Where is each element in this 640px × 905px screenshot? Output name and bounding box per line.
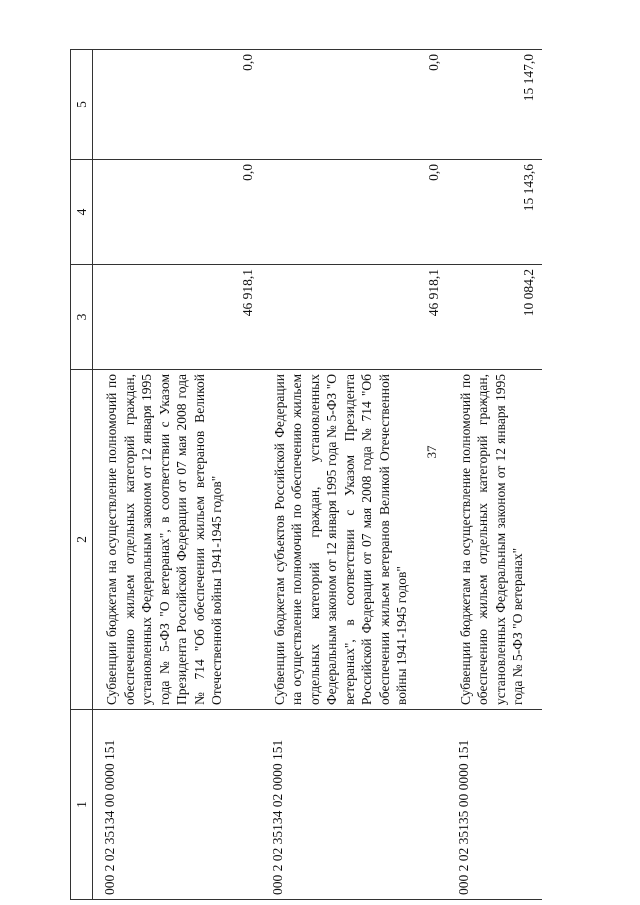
row-description: Субвенции бюджетам на осуществление полномочий по обеспечению жильем отдельных категорий граждан, установленных Федеральным законом от 12 января 1995 года № 5-ФЗ "О ветеранах", в соответствии с Указом Президента Российской Федерации от 07 мая 2008 года № 714 "Об обеспечении жильем ветеранов Великой Отечественной войны 1941-1945 годов" — [93, 370, 261, 710]
row-value-col4: 15 143,6 — [447, 160, 542, 265]
row-value-col3: 46 918,1 — [93, 265, 261, 370]
table-header-row — [71, 50, 93, 900]
row-value-col5: 0,0 — [93, 50, 261, 160]
row-value-col5: 0,0 — [261, 50, 447, 160]
page-number: 37 — [424, 445, 439, 459]
row-value-col3: 46 918,1 — [261, 265, 447, 370]
column-header-4: 4 — [71, 160, 93, 265]
row-code: 000 2 02 35134 02 0000 151 — [261, 710, 447, 900]
row-value-col5: 15 147,0 — [447, 50, 542, 160]
row-code: 000 2 02 35135 00 0000 151 — [447, 710, 542, 900]
row-code: 000 2 02 35134 00 0000 151 — [93, 710, 261, 900]
table-row — [447, 50, 542, 900]
row-value-col4: 0,0 — [261, 160, 447, 265]
column-header-3: 3 — [71, 265, 93, 370]
table-row — [93, 50, 261, 900]
column-header-1: 1 — [71, 710, 93, 900]
rotated-page — [70, 50, 580, 900]
budget-table — [70, 49, 542, 900]
table-row — [261, 50, 447, 900]
row-description: Субвенции бюджетам субъектов Российской Федерации на осуществление полномочий по обеспечению жильем отдельных категорий граждан, установленных Федеральным законом от 12 января 1995 года № 5-ФЗ "О ветеранах", в соответствии с Указом Президента Российской Федерации от 07 мая 2008 года № 714 "Об обеспечении жильем ветеранов Великой Отечественной войны 1941-1945 годов" — [261, 370, 447, 710]
column-header-2: 2 — [71, 370, 93, 710]
column-header-5: 5 — [71, 50, 93, 160]
row-value-col3: 10 084,2 — [447, 265, 542, 370]
row-description: Субвенции бюджетам на осуществление полномочий по обеспечению жильем отдельных категорий граждан, установленных Федеральным законом от 12 января 1995 года № 5-ФЗ "О ветеранах" — [447, 370, 542, 710]
row-value-col4: 0,0 — [93, 160, 261, 265]
